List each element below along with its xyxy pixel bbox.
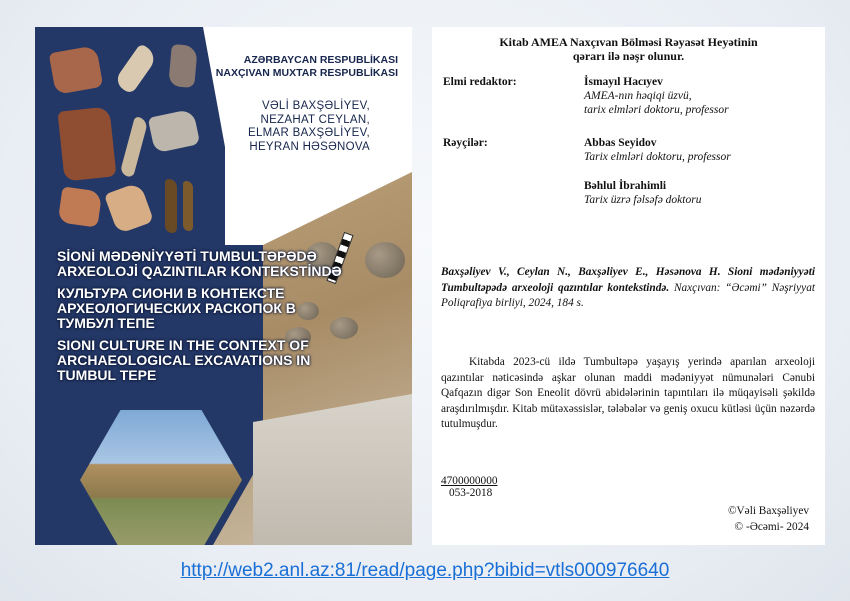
reviewer1-title: Tarix elmləri doktoru, professor [584, 151, 731, 163]
artifact-fragment [104, 182, 154, 234]
title-ru: КУЛЬТУРА СИОНИ В КОНТЕКСТЕ АРХЕОЛОГИЧЕСКИХ РАСКОПОК В ТУМБУЛ ТЕПЕ [57, 285, 296, 331]
reviewer2-name: Bəhlul İbrahimli [584, 180, 667, 192]
cover-publisher: AZƏRBAYCAN RESPUBLİKASI NAXÇIVAN MUXTAR RESPUBLİKASI [215, 54, 398, 79]
book-back-page [432, 27, 825, 545]
artifact-fragment [168, 44, 198, 88]
citation: Baxşəliyev V., Ceylan N., Baxşəliyev E., Həsənova H. Sioni mədəniyyəti Tumbultəpədə arxeoloji qazıntılar kontekstində. Naxçıvan: “Əcəmi” Nəşriyyat Poliqrafiya birliyi, 2024, 184 s. [441, 266, 815, 309]
editor-label: Elmi redaktor: [443, 76, 517, 88]
cover-authors: VƏLİ BAXŞƏLİYEV, NEZAHAT CEYLAN, ELMAR BAXŞƏLİYEV, HEYRAN HƏSƏNOVA [248, 100, 370, 153]
header-line-1: Kitab AMEA Naxçıvan Bölməsi Rəyasət Heyətinin [499, 35, 758, 49]
isbn-block: 4700000000 053-2018 [441, 475, 498, 499]
abstract: Kitabda 2023-cü ildə Tumbultəpə yaşayış yerində aparılan arxeoloji qazıntılar nəticəsində aşkar olunan maddi mədəniyyət nümunələri Cənubi Qafqazın digər Son Eneolit dövrü abidələrinin tapıntıları ilə müqayisəli şəkildə araşdırılmışdır. Kitab mütəxəssislər, tələbələr və geniş oxucu kütləsi üçün nəzərdə tutulmuşdur. [441, 356, 815, 430]
editor-name: İsmayıl Hacıyev [584, 76, 663, 88]
cover-titles [57, 249, 347, 390]
reviewers-label: Rəyçilər: [443, 137, 488, 149]
artifact-fragment [183, 181, 193, 231]
copyright-publisher: © -Əcəmi- 2024 [734, 521, 809, 533]
editor-title-1: AMEA-nın həqiqi üzvü, [584, 90, 692, 102]
landscape-hexagon [75, 405, 247, 545]
artifact-fragment [49, 45, 104, 95]
book-cover [35, 27, 412, 545]
title-en: SIONI CULTURE IN THE CONTEXT OF ARCHAEOLOGICAL EXCAVATIONS IN TUMBUL TEPE [57, 337, 311, 383]
header-line-2: qərarı ilə nəşr olunur. [572, 49, 685, 63]
artifact-fragment [57, 106, 116, 181]
artifact-fragment [148, 109, 200, 154]
editor-title-2: tarix elmləri doktoru, professor [584, 104, 729, 116]
reviewer2-title: Tarix üzrə fəlsəfə doktoru [584, 194, 702, 206]
reviewer1-name: Abbas Seyidov [584, 137, 657, 149]
copyright-author: ©Vəli Baxşəliyev [727, 505, 809, 517]
artifact-fragment [165, 179, 177, 233]
artifact-fragment [113, 43, 159, 95]
title-az: SİONİ MƏDƏNİYYƏTİ TUMBULTƏPƏDƏ ARXEOLOJİ QAZINTILAR KONTEKSTİNDƏ [57, 248, 342, 279]
source-link[interactable]: http://web2.anl.az:81/read/page.php?bibid=vtls000976640 [180, 560, 670, 581]
artifact-fragment [119, 116, 148, 178]
artifact-fragment [58, 186, 103, 227]
